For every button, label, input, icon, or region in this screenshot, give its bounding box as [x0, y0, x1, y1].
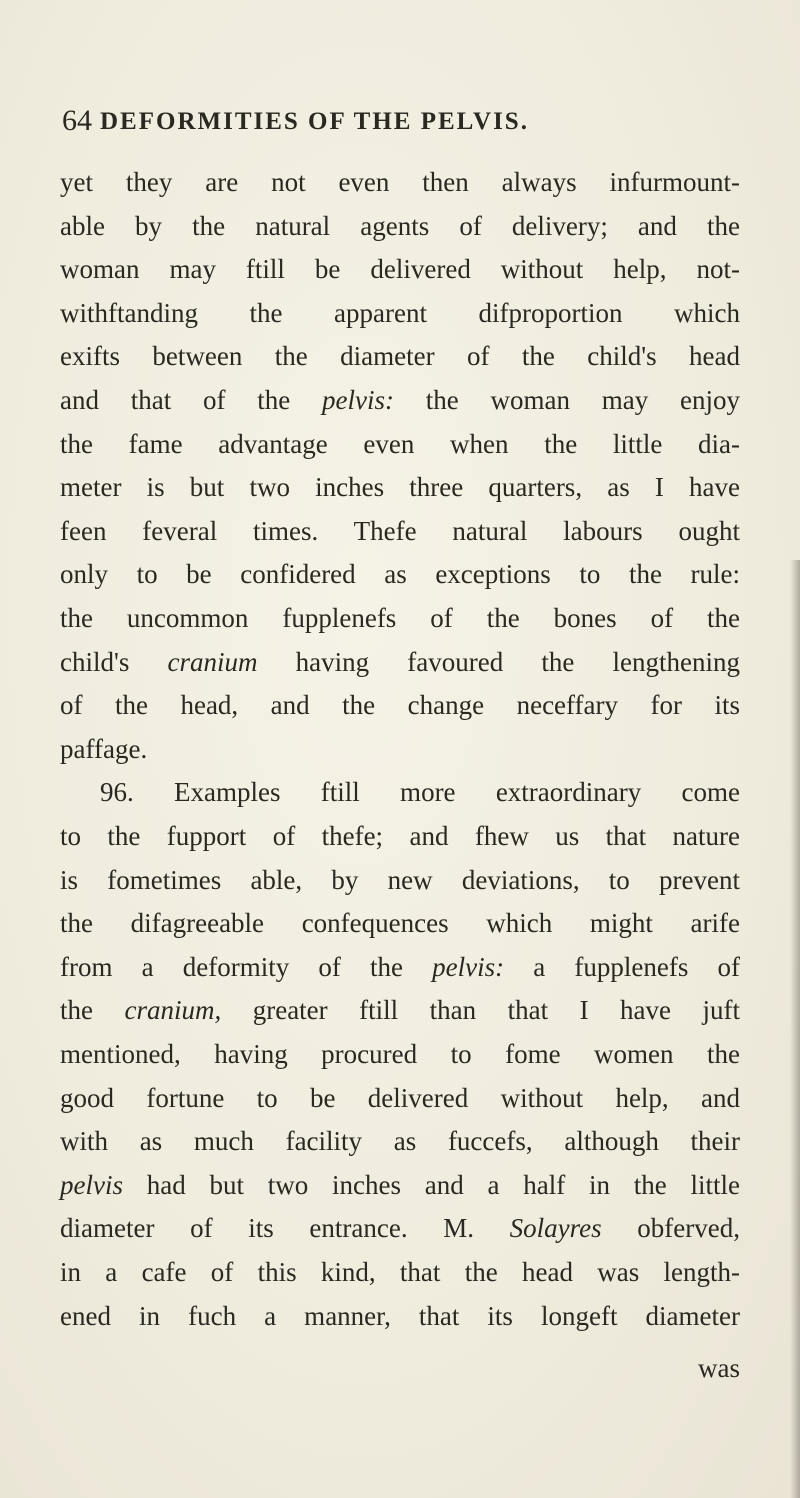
italic-term: pelvis	[60, 1169, 123, 1200]
text-line: good fortune to be delivered without help, and	[60, 1082, 740, 1113]
text-line: yet they are not even then always infurmount-	[60, 167, 740, 197]
text-line: only to be confidered as exceptions to the rule:	[60, 559, 740, 590]
text-line: is fometimes able, by new deviations, to prevent	[60, 864, 740, 895]
text-line: 96. Examples ftill more extraordinary come	[100, 777, 740, 808]
text-line: feen feveral times. Thefe natural labours ought	[60, 515, 740, 546]
text-line: woman may ftill be delivered without help, not-	[60, 254, 740, 285]
italic-term: Solayres	[509, 1213, 602, 1244]
text-line: withftanding the apparent difproportion which	[60, 297, 740, 328]
italic-term: pelvis:	[432, 951, 505, 982]
italic-term: pelvis:	[322, 385, 394, 415]
text-line: the uncommon fupplenefs of the bones of the	[60, 603, 740, 633]
text-line: with as much facility as fuccefs, although their	[60, 1126, 740, 1157]
page-header	[62, 104, 742, 148]
text-line: of the head, and the change neceffary for its	[60, 690, 740, 721]
catchword: was	[698, 1353, 740, 1383]
text-line: child's cranium having favoured the lengthening	[60, 646, 740, 677]
text-line: ened in fuch a manner, that its longeft diameter	[60, 1300, 740, 1331]
text-line: and that of the pelvis: the woman may enjoy	[60, 385, 740, 415]
text-line: diameter of its entrance. M. Solayres obferved,	[60, 1213, 740, 1244]
italic-term: cranium,	[124, 995, 222, 1026]
text-line: pelvis had but two inches and a half in the little	[60, 1169, 740, 1200]
text-line: able by the natural agents of delivery; and the	[60, 210, 740, 241]
text-line: the difagreeable confequences which might arife	[60, 908, 740, 939]
text-line: to the fupport of thefe; and fhew us that nature	[60, 821, 740, 851]
text-line: exifts between the diameter of the child's head	[60, 341, 740, 372]
italic-term: cranium	[167, 646, 258, 677]
page-edge-shadow	[790, 560, 800, 1498]
running-head: DEFORMITIES OF THE PELVIS.	[100, 108, 529, 135]
text-line: the cranium, greater ftill than that I have juft	[60, 995, 740, 1026]
page-number: 64	[62, 104, 92, 137]
text-line: paffage.	[60, 733, 148, 764]
text-line: from a deformity of the pelvis: a fupplenefs of	[60, 951, 740, 982]
text-line: meter is but two inches three quarters, as I have	[60, 472, 740, 503]
text-line: in a cafe of this kind, that the head was length-	[60, 1257, 740, 1287]
text-line: mentioned, having procured to fome women the	[60, 1039, 740, 1069]
text-line: the fame advantage even when the little dia-	[60, 428, 740, 459]
